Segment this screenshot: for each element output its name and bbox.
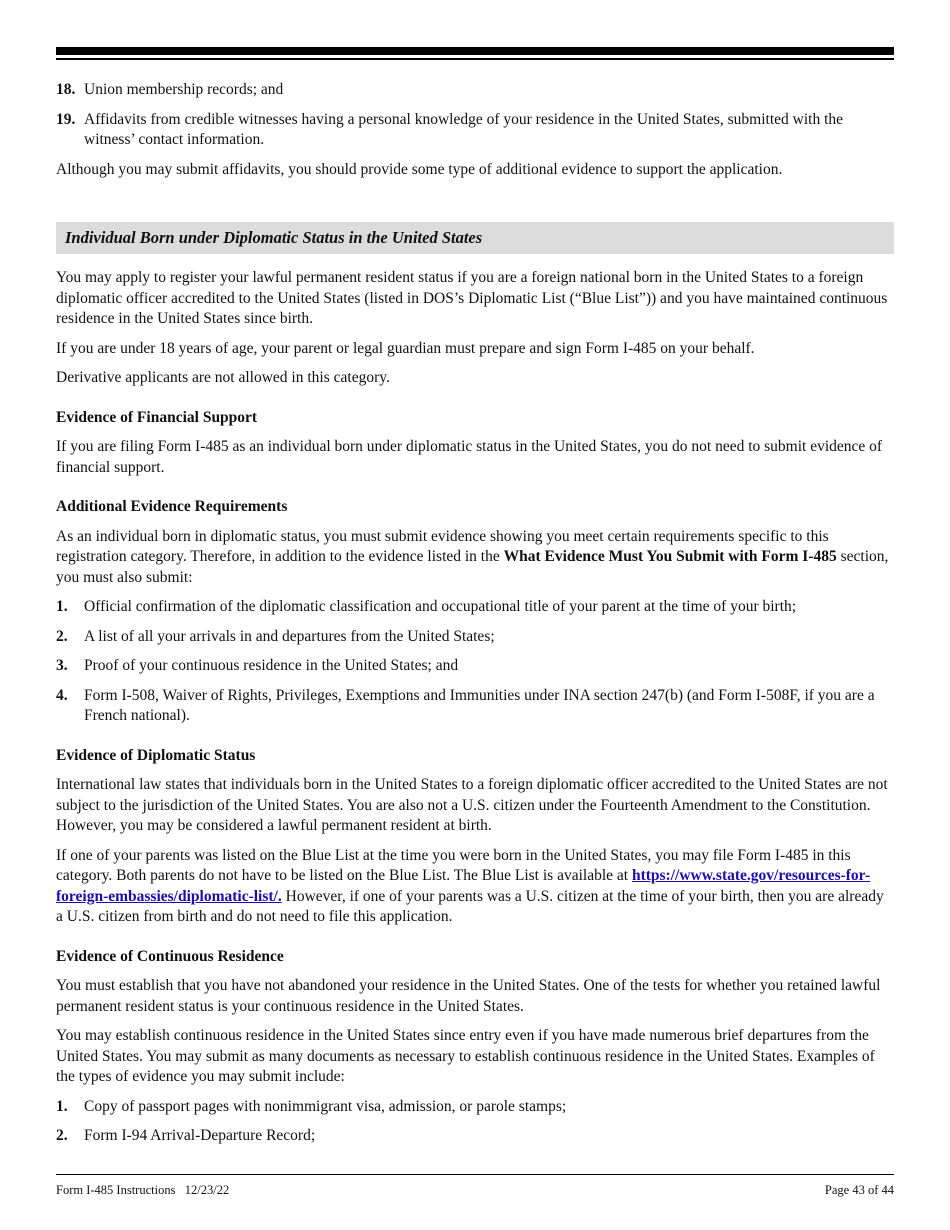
list-item [56,1097,894,1118]
financial-text: If you are filing Form I-485 as an individual born under diplomatic status in the United States, you do not need to submit evidence of financial support. [56,438,883,476]
page-content [56,80,894,1147]
additional-text-before: As an individual born in diplomatic status, you must submit evidence showing you meet certain requirements specific to this registration category. Therefore, in addition to the evidence listed in the [56,527,829,565]
diplomatic-text-before: If one of your parents was listed on the Blue List at the time you were born in the United States, you may file Form I-485 in this category. Both parents do not have to be listed on the Blue List. The Blue List is available at [56,846,851,884]
additional-heading: Additional Evidence Requirements [56,498,288,515]
diplomatic-paragraph-1: International law states that individuals born in the United States to a foreign diplomatic officer accredited to the United States are not subject to the jurisdiction of the United States. You are also not a U.S. citizen under the Fourteenth Amendment to the Constitution. However, you may be considered a lawful permanent resident at birth. [56,776,888,834]
additional-text-bold: What Evidence Must You Submit with Form I-485 [503,548,837,565]
diplomatic-paragraph-2 [56,846,894,928]
list-text: Copy of passport pages with nonimmigrant visa, admission, or parole stamps; [84,1097,567,1115]
diplomatic-text-after: However, if one of your parents was a U.S. citizen at the time of your birth, then you are already a U.S. citizen from birth and do not need to file this application. [56,887,884,925]
intro-paragraph: If you are under 18 years of age, your parent or legal guardian must prepare and sign Form I-485 on your behalf. [56,339,755,357]
list-item [56,686,894,727]
continuous-heading: Evidence of Continuous Residence [56,947,284,965]
list-number: 1. [56,1097,68,1115]
additional-text [56,527,894,589]
continuous-paragraph-2: You may establish continuous residence in the United States since entry even if you have made numerous brief departures from the United States. You may submit as many documents as necessary to establish continuous residence in the United States. Examples of the types of evidence you may submit include: [56,1027,875,1085]
diplomatic-heading: Evidence of Diplomatic Status [56,746,256,764]
list-item [56,627,894,648]
header-rule-thick [56,47,894,55]
list-text: Official confirmation of the diplomatic classification and occupational title of your parent at the time of your birth; [84,598,797,615]
section-title-band [56,222,894,254]
footer-page-number: Page 43 of 44 [824,1183,894,1197]
intro-paragraph: You may apply to register your lawful permanent resident status if you are a foreign national born in the United States to a foreign diplomatic officer accredited to the United States (listed in DOS’s Diplomatic List (“Blue List”)) and you have maintained continuous residence in the United States since birth. [56,269,888,327]
additional-text-after: section, you must also submit: [56,548,889,586]
list-text: Form I-94 Arrival-Departure Record; [84,1127,316,1144]
list-item [56,656,894,677]
list-number: 19. [56,110,76,128]
list-text: Form I-508, Waiver of Rights, Privileges, Exemptions and Immunities under INA section 247(b) (and Form I-508F, if you are a French national). [84,686,875,724]
list-item [56,110,894,151]
list-number: 1. [56,598,68,615]
footer-form-info: Form I-485 Instructions 12/23/22 [56,1183,230,1197]
continuous-paragraph-1: You must establish that you have not abandoned your residence in the United States. One of the tests for whether you retained lawful permanent resident status is your continuous residence in the United States. [56,977,881,1015]
list-number: 18. [56,81,76,98]
list-number: 3. [56,657,68,674]
affidavit-note: Although you may submit affidavits, you should provide some type of additional evidence to support the application. [56,160,783,178]
list-text: A list of all your arrivals in and departures from the United States; [84,627,495,645]
list-item [56,80,894,101]
list-number: 2. [56,627,68,645]
list-text: Affidavits from credible witnesses having a personal knowledge of your residence in the United States, submitted with the witness’ contact information. [84,110,844,148]
list-item [56,597,894,618]
section-title: Individual Born under Diplomatic Status in the United States [65,227,483,247]
footer-rule [56,1174,894,1175]
financial-heading: Evidence of Financial Support [56,408,258,426]
list-text: Union membership records; and [84,81,284,98]
blue-list-link[interactable]: https://www.state.gov/resources-for-foreign-embassies/diplomatic-list/. [56,867,871,905]
list-number: 4. [56,686,68,704]
header-rule-thin [56,58,894,60]
intro-paragraph: Derivative applicants are not allowed in this category. [56,369,390,386]
list-number: 2. [56,1127,68,1144]
list-item [56,1126,894,1147]
page-footer [56,1183,894,1198]
list-text: Proof of your continuous residence in the United States; and [84,657,459,674]
